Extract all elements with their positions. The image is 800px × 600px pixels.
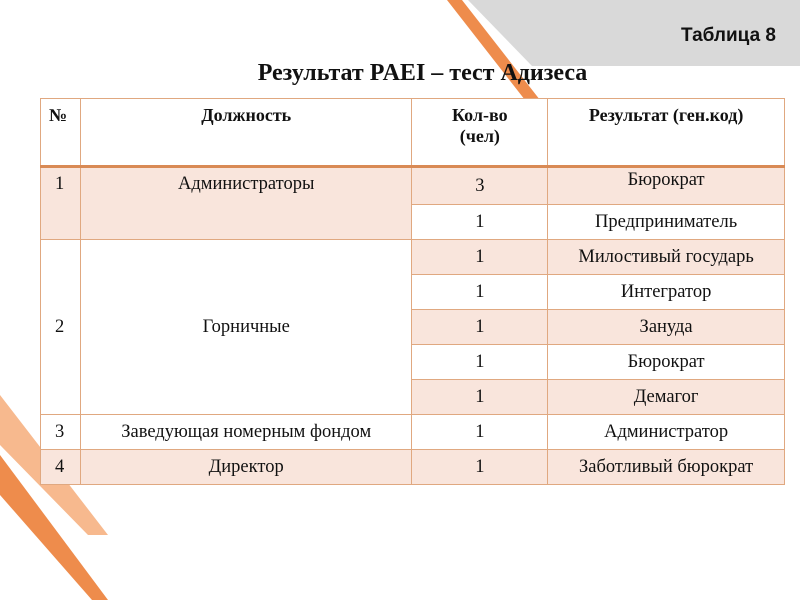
cell-number: 1: [41, 167, 81, 240]
cell-result: Администратор: [548, 415, 785, 450]
header-quantity: [412, 99, 548, 167]
header-quantity-line2: (чел): [459, 126, 500, 146]
header-number: №: [41, 99, 81, 167]
cell-position: Горничные: [80, 240, 412, 415]
cell-result: Интегратор: [548, 275, 785, 310]
cell-result: Милостивый государь: [548, 240, 785, 275]
cell-quantity: 1: [412, 345, 548, 380]
cell-result: Бюрократ: [548, 167, 785, 205]
results-table: [40, 98, 785, 485]
cell-result: Заботливый бюрократ: [548, 450, 785, 485]
cell-quantity: 1: [412, 310, 548, 345]
table-header-row: [41, 99, 785, 167]
cell-result: Предприниматель: [548, 205, 785, 240]
cell-number: 3: [41, 415, 81, 450]
cell-position: Заведующая номерным фондом: [80, 415, 412, 450]
header-quantity-line1: Кол-во: [452, 105, 508, 125]
cell-result: Бюрократ: [548, 345, 785, 380]
cell-quantity: 3: [412, 167, 548, 205]
header-position: Должность: [80, 99, 412, 167]
cell-quantity: 1: [412, 380, 548, 415]
table-number-label: Таблица 8: [680, 25, 776, 46]
cell-quantity: 1: [412, 240, 548, 275]
cell-number: 4: [41, 450, 81, 485]
cell-quantity: 1: [412, 415, 548, 450]
table-row: [41, 415, 785, 450]
cell-quantity: 1: [412, 275, 548, 310]
cell-position: Директор: [80, 450, 412, 485]
cell-result: Демагог: [548, 380, 785, 415]
cell-number: 2: [41, 240, 81, 415]
cell-quantity: 1: [412, 450, 548, 485]
cell-quantity: 1: [412, 205, 548, 240]
table-row: [41, 167, 785, 205]
table-row: [41, 240, 785, 275]
header-result: Результат (ген.код): [548, 99, 785, 167]
table-row: [41, 450, 785, 485]
cell-result: Зануда: [548, 310, 785, 345]
slide-title: Результат PAEI – тест Адизеса: [257, 60, 588, 86]
cell-position: Администраторы: [80, 167, 412, 240]
